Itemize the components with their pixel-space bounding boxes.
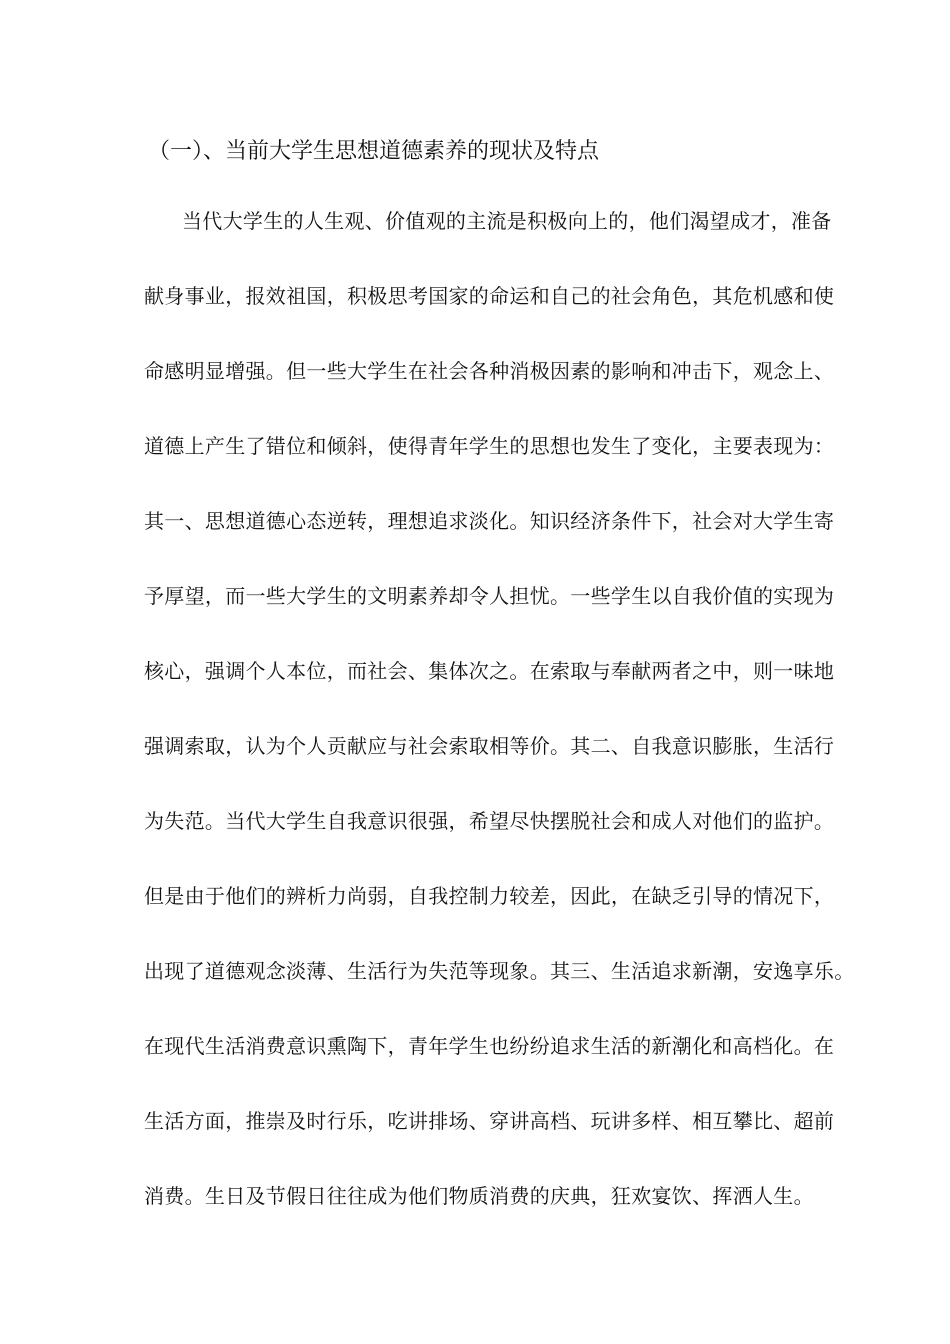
paragraph-line: 道德上产生了错位和倾斜，使得青年学生的思想也发生了变化，主要表现为： — [144, 434, 835, 458]
paragraph-line: 在现代生活消费意识熏陶下，青年学生也纷纷追求生活的新潮化和高档化。在 — [144, 1034, 835, 1058]
paragraph-line: 强调索取，认为个人贡献应与社会索取相等价。其二、自我意识膨胀，生活行 — [144, 734, 835, 758]
paragraph-line: 消费。生日及节假日往往成为他们物质消费的庆典，狂欢宴饮、挥洒人生。 — [144, 1184, 814, 1208]
body-paragraph — [144, 201, 855, 1251]
paragraph-line: 予厚望，而一些大学生的文明素养却令人担忧。一些学生以自我价值的实现为 — [144, 584, 835, 608]
paragraph-line: 生活方面，推崇及时行乐，吃讲排场、穿讲高档、玩讲多样、相互攀比、超前 — [144, 1109, 835, 1133]
section-heading: （一）、当前大学生思想道德素养的现状及特点 — [148, 139, 600, 164]
paragraph-line: 核心，强调个人本位，而社会、集体次之。在索取与奉献两者之中，则一味地 — [144, 659, 835, 683]
paragraph-line: 献身事业，报效祖国，积极思考国家的命运和自己的社会角色，其危机感和使 — [144, 284, 835, 308]
paragraph-line: 命感明显增强。但一些大学生在社会各种消极因素的影响和冲击下，观念上、 — [144, 359, 835, 383]
paragraph-line: 为失范。当代大学生自我意识很强，希望尽快摆脱社会和成人对他们的监护。 — [144, 809, 835, 833]
paragraph-line: 当代大学生的人生观、价值观的主流是积极向上的，他们渴望成才，准备 — [182, 209, 832, 233]
paragraph-line: 其一、思想道德心态逆转，理想追求淡化。知识经济条件下，社会对大学生寄 — [144, 509, 835, 533]
paragraph-line: 但是由于他们的辨析力尚弱，自我控制力较差，因此，在缺乏引导的情况下， — [144, 884, 835, 908]
paragraph-line: 出现了道德观念淡薄、生活行为失范等现象。其三、生活追求新潮，安逸享乐。 — [144, 959, 855, 983]
